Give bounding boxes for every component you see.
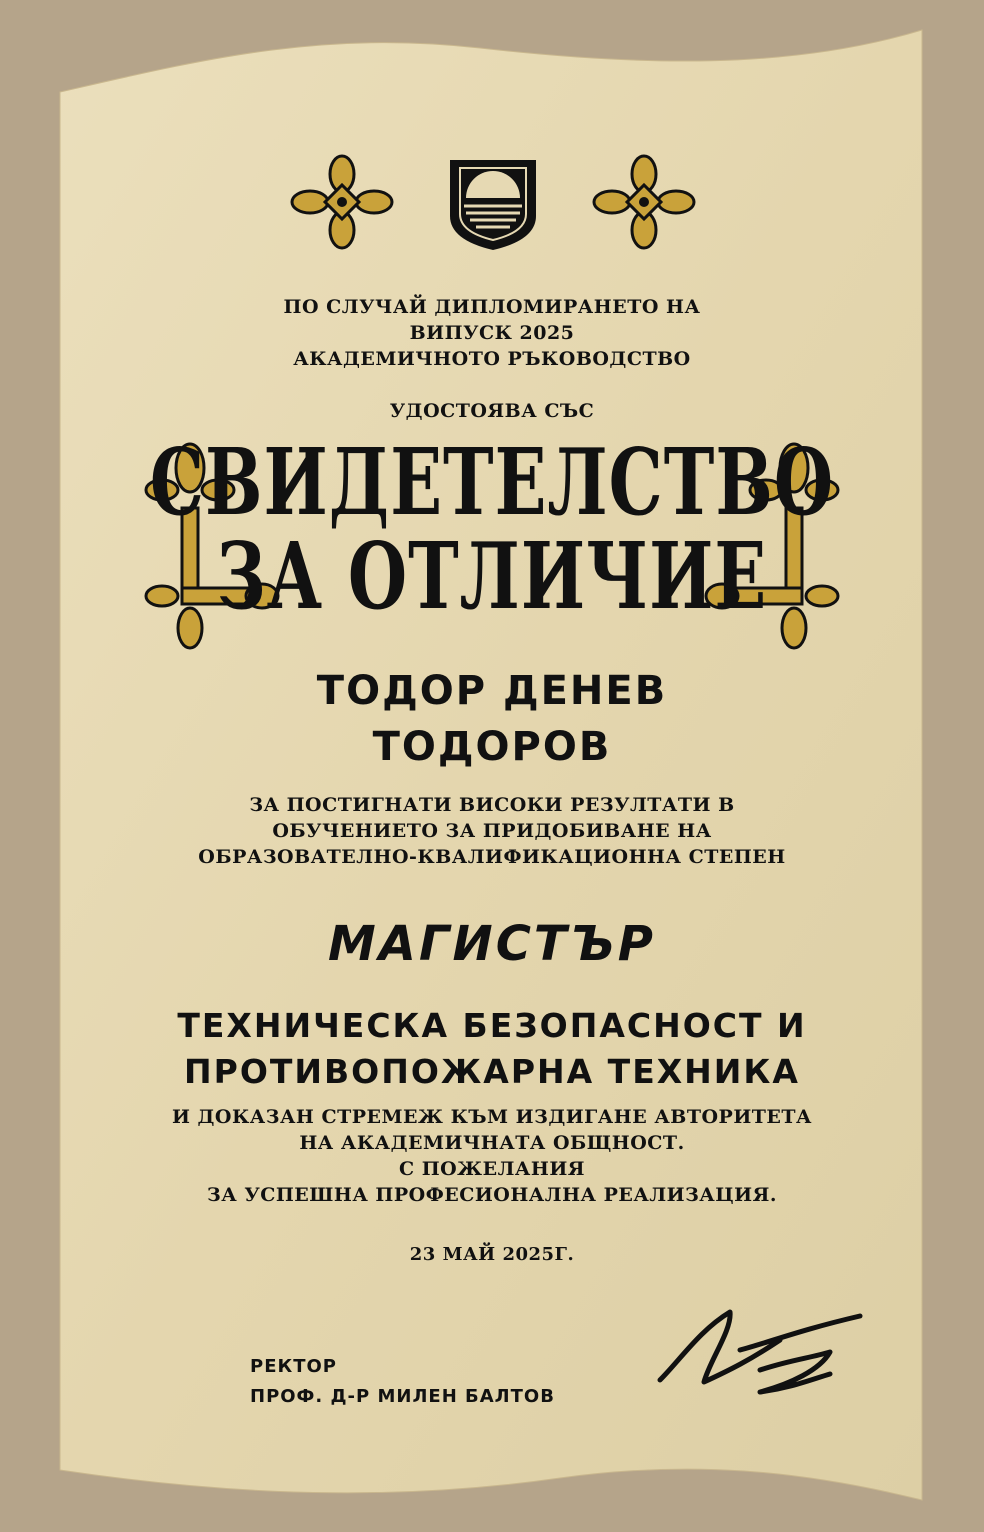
signatory-role: РЕКТОР (250, 1356, 337, 1377)
recipient-name-line2: ТОДОРОВ (372, 724, 612, 770)
closing-line: ЗА УСПЕШНА ПРОФЕСИОНАЛНА РЕАЛИЗАЦИЯ. (207, 1184, 777, 1206)
reason-line: ОБУЧЕНИЕТО ЗА ПРИДОБИВАНЕ НА (272, 820, 712, 842)
awards-with-text: УДОСТОЯВА СЪС (389, 400, 595, 422)
intro-text (62, 294, 922, 372)
certificate-title-line2: ЗА ОТЛИЧИЕ (216, 523, 768, 631)
intro-line: ВИПУСК 2025 (409, 322, 575, 344)
degree-title: МАГИСТЪР (328, 916, 656, 972)
specialty-line2: ПРОТИВОПОЖАРНА ТЕХНИКА (184, 1052, 800, 1091)
signatory-name: ПРОФ. Д-Р МИЛЕН БАЛТОВ (250, 1386, 555, 1407)
intro-line: АКАДЕМИЧНОТО РЪКОВОДСТВО (293, 348, 691, 370)
closing-line: С ПОЖЕЛАНИЯ (398, 1158, 586, 1180)
recipient-name-line1: ТОДОР ДЕНЕВ (316, 668, 668, 714)
certificate-title-line1: СВИДЕТЕЛСТВО (149, 429, 835, 537)
certificate-date: 23 МАЙ 2025Г. (409, 1244, 575, 1265)
specialty-line1: ТЕХНИЧЕСКА БЕЗОПАСНОСТ И (177, 1006, 807, 1045)
reason-line: ЗА ПОСТИГНАТИ ВИСОКИ РЕЗУЛТАТИ В (249, 794, 735, 816)
signature-image (640, 1300, 870, 1410)
intro-line: ПО СЛУЧАЙ ДИПЛОМИРАНЕТО НА (283, 296, 701, 318)
reason-text (62, 792, 922, 870)
signatory-block (250, 1352, 555, 1412)
closing-text (62, 1104, 922, 1208)
closing-line: НА АКАДЕМИЧНАТА ОБЩНОСТ. (299, 1132, 685, 1154)
closing-line: И ДОКАЗАН СТРЕМЕЖ КЪМ ИЗДИГАНЕ АВТОРИТЕТА (171, 1106, 813, 1128)
reason-line: ОБРАЗОВАТЕЛНО-КВАЛИФИКАЦИОННА СТЕПЕН (198, 846, 786, 868)
